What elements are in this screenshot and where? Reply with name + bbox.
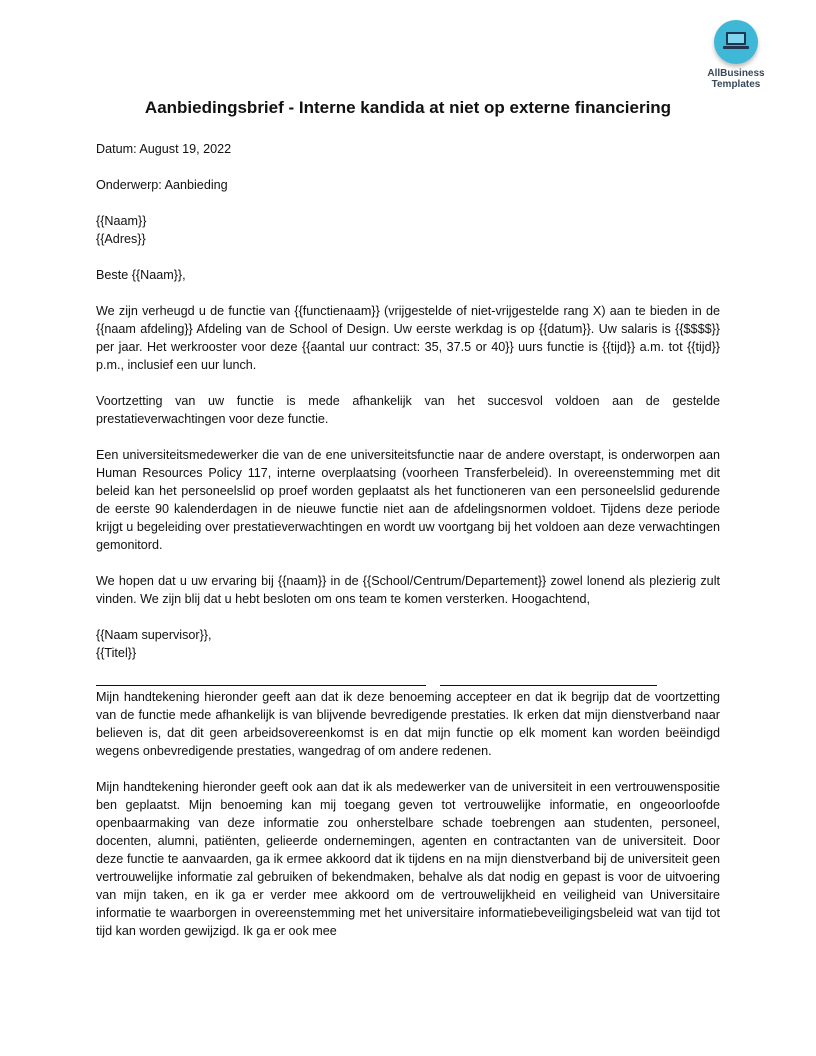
brand-logo — [700, 20, 772, 90]
logo-text-line2: Templates — [711, 79, 761, 90]
signature-line — [96, 684, 426, 686]
laptop-icon — [714, 20, 758, 64]
date-signature-line — [440, 684, 657, 686]
recipient-address: {{Adres}} — [96, 232, 146, 246]
supervisor-title: {{Titel}} — [96, 646, 137, 660]
paragraph-continuation: Voortzetting van uw functie is mede afhankelijk van het succesvol voldoen aan de gestelde prestatieverwachtingen voor deze functie. — [96, 394, 720, 426]
paragraph-policy: Een universiteitsmedewerker die van de ene universiteitsfunctie naar de andere overstapt, is onderworpen aan Human Resources Policy 117, interne overplaatsing (voorheen Transferbeleid). In overeenstemming met dit beleid kan het personeelslid op proef worden geplaatst als het functioneren van een personeelslid gedurende de eerste 90 kalenderdagen in de nieuwe functie niet aan de afdelingsnormen voldoet. Tijdens deze periode krijgt u begeleiding over prestatieverwachtingen en wordt uw voortgang bij het voldoen aan deze verwachtingen gemonitord. — [96, 448, 720, 552]
subject-line: Onderwerp: Aanbieding — [96, 178, 228, 192]
date-line: Datum: August 19, 2022 — [96, 142, 232, 156]
paragraph-acceptance: Mijn handtekening hieronder geeft aan dat ik deze benoeming accepteer en dat ik begrijp dat de voortzetting van de functie mede afhankelijk is van blijvende bevredigende prestaties. Ik erken dat mijn dienstverband naar believen is, dat dit geen arbeidsovereenkomst is en dat mijn functie op elk moment kan worden beëindigd wegens onbevredigende prestaties, wangedrag of om andere redenen. — [96, 690, 720, 758]
logo-text-line1: AllBusiness — [707, 68, 765, 79]
supervisor-name: {{Naam supervisor}}, — [96, 628, 212, 642]
document-title: Aanbiedingsbrief - Interne kandida at niet op externe financiering — [144, 98, 672, 117]
letter-body — [96, 140, 720, 958]
paragraph-offer: We zijn verheugd u de functie van {{functienaam}} (vrijgestelde of niet-vrijgestelde rang X) aan te bieden in de {{naam afdeling}} Afdeling van de School of Design. Uw eerste werkdag is op {{datum}}. Uw salaris is {{$$$$}} per jaar. Het werkrooster voor deze {{aantal uur contract: 35, 37.5 or 40}} uurs functie is {{tijd}} a.m. tot {{tijd}} p.m., inclusief een uur lunch. — [96, 304, 720, 372]
paragraph-closing: We hopen dat u uw ervaring bij {{naam}} in de {{School/Centrum/Departement}} zowel lonend als plezierig zult vinden. We zijn blij dat u hebt besloten om ons team te komen versterken. Hoogachtend, — [96, 574, 720, 606]
signature-lines — [96, 684, 720, 686]
paragraph-confidentiality: Mijn handtekening hieronder geeft ook aan dat ik als medewerker van de universiteit in een vertrouwenspositie ben geplaatst. Mijn benoeming kan mij toegang geven tot vertrouwelijke informatie, en ongeoorloofde openbaarmaking van deze informatie zou onherstelbare schade toebrengen aan studenten, personeel, docenten, alumni, patiënten, gelieerde ondernemingen, agenten en contractanten van de universiteit. Door deze functie te aanvaarden, ga ik ermee akkoord dat ik tijdens en na mijn dienstverband bij de universiteit geen vertrouwelijke informatie zal gebruiken of bekendmaken, behalve als dat nodig en gepast is voor de uitvoering van mijn taken, en ik ga er verder mee akkoord om de vertrouwelijkheid en veiligheid van Universitaire informatie te waarborgen in overeenstemming met het universitaire informatiebeveiligingsbeleid wat van tijd tot tijd kan worden gewijzigd. Ik ga er ook mee — [96, 780, 720, 938]
recipient-name: {{Naam}} — [96, 214, 147, 228]
salutation: Beste {{Naam}}, — [96, 268, 186, 282]
